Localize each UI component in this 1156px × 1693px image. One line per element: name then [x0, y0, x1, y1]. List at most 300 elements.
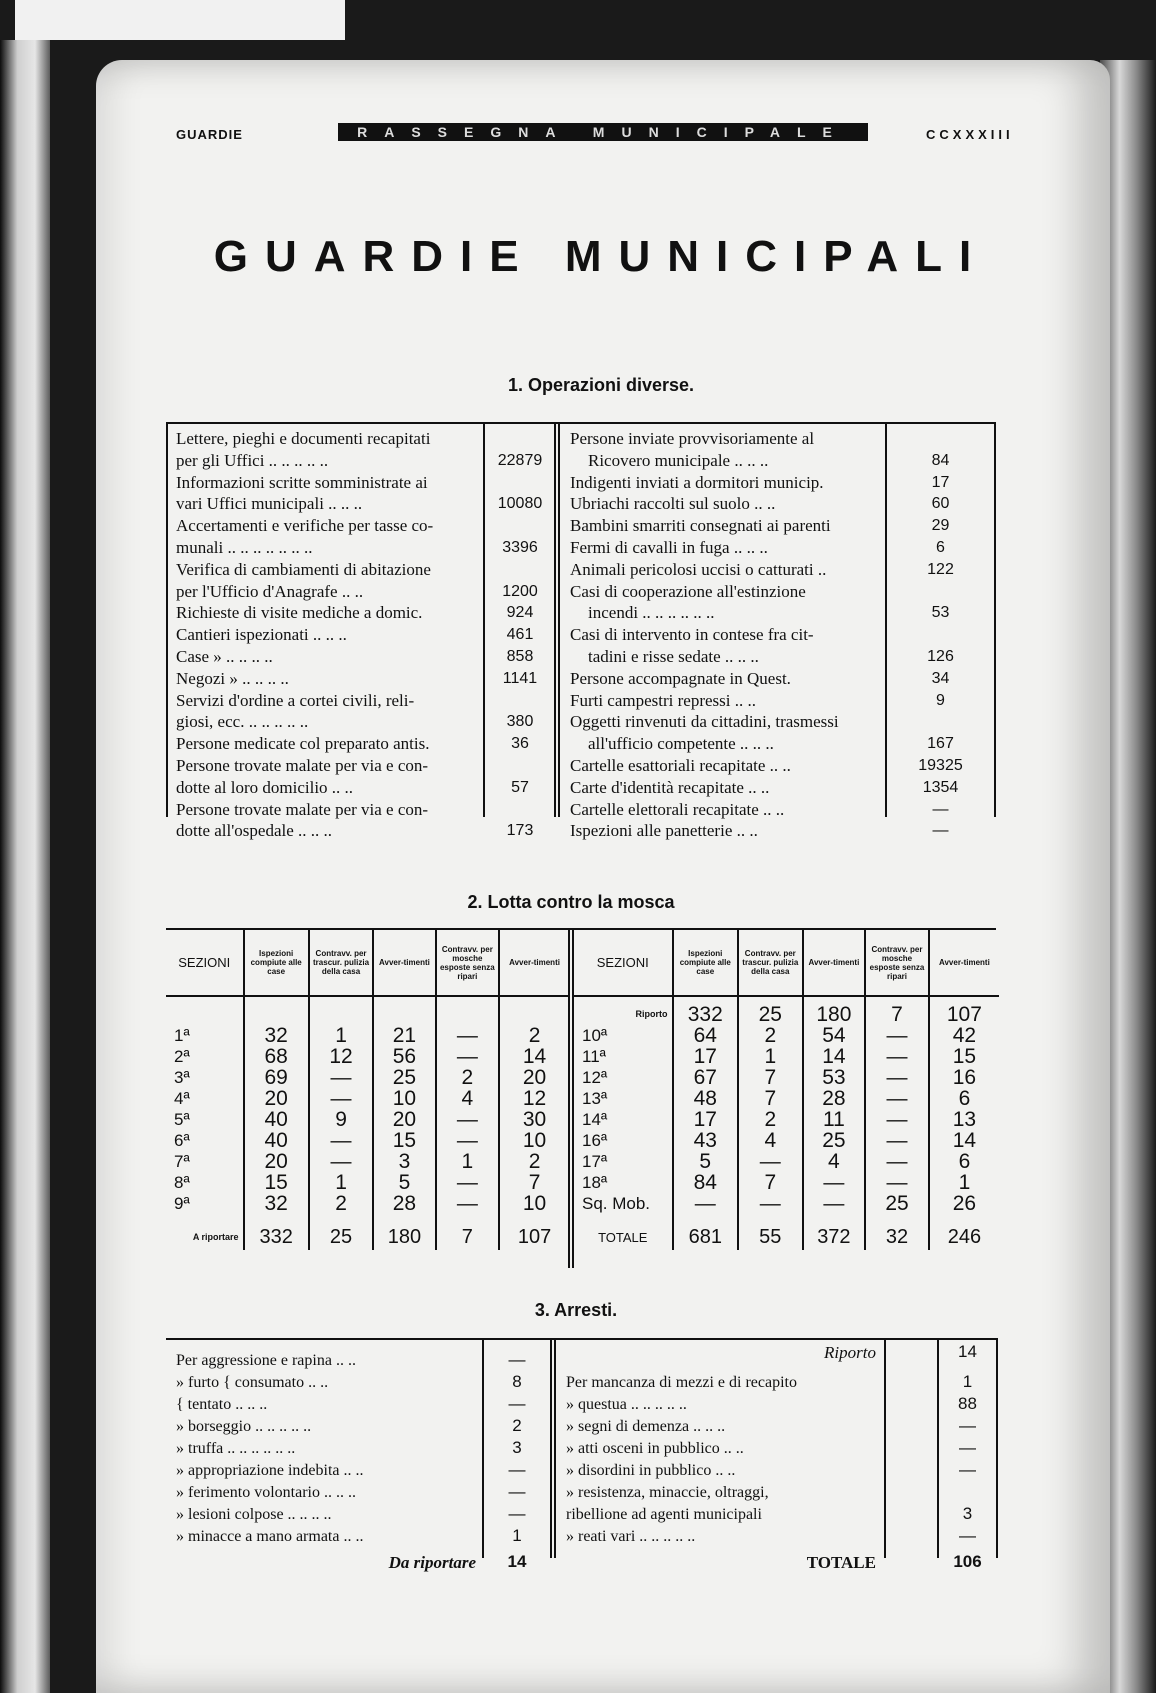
section2-left-header-cell: Avver-timenti: [373, 930, 435, 996]
section2-left-cell: 2: [309, 1193, 373, 1214]
section3-right-value: —: [959, 1416, 976, 1435]
section2-right-cell: —: [865, 1025, 929, 1046]
section2-left-row: [166, 1004, 569, 1025]
section3-left-label: » truffa .. .. .. .. .. ..: [176, 1440, 296, 1457]
section2-right-cell: 67: [673, 1067, 738, 1088]
section3-right-label: » atti osceni in pubblico .. ..: [566, 1440, 744, 1457]
section3-left-value: 2: [512, 1416, 522, 1435]
section2-left-cell: 5: [373, 1172, 435, 1193]
section3-left-value: —: [508, 1460, 526, 1479]
s1-left-label: Informazioni scritte somministrate ai: [176, 472, 428, 492]
s1-right-label: Cartelle esattoriali recapitate .. ..: [570, 756, 791, 775]
section2-left-section-label: 2ª: [174, 1047, 190, 1066]
s1-left-label: munali .. .. .. .. .. .. ..: [176, 538, 313, 557]
section2-left-cell: 12: [499, 1088, 569, 1109]
s1-left-value: 924: [506, 604, 534, 622]
section3-left-label: { tentato .. .. ..: [176, 1396, 268, 1413]
section2-left-cell: 2: [499, 1025, 569, 1046]
s1-left-value: 173: [506, 822, 534, 840]
section2-right-cell: 17: [673, 1109, 738, 1130]
section2-title: 2. Lotta contro la mosca: [467, 892, 675, 912]
section3-left-value: 1: [512, 1526, 522, 1545]
section2-spacer-cell: [244, 1214, 309, 1224]
section2-left-header-cell: Contravv. per trascur. pulizia della casa: [309, 930, 373, 996]
section2-spacer-cell: [803, 1214, 866, 1224]
section2-right-cell: 28: [803, 1088, 866, 1109]
section2-left-cell: 21: [373, 1025, 435, 1046]
section2-left-cell: 15: [244, 1172, 309, 1193]
section2-left-cell: 40: [244, 1109, 309, 1130]
section2-left-cell: 10: [499, 1193, 569, 1214]
section2-spacer-cell: [499, 1214, 569, 1224]
section2-left-cell: —: [309, 1151, 373, 1172]
section2-right-section-label: 16ª: [582, 1131, 608, 1150]
section2-right-cell: —: [865, 1067, 929, 1088]
section2-left-cell: 10: [373, 1088, 435, 1109]
section2-left-cell: 32: [244, 1025, 309, 1046]
s1-right-value: 19325: [918, 757, 963, 774]
section2-right-header-cell: Avver-timenti: [803, 930, 866, 996]
section3-left-value: —: [508, 1350, 526, 1369]
section2-left-total-label: A riportare: [192, 1231, 239, 1242]
section3-right-label: » segni di demenza .. .. ..: [566, 1418, 726, 1435]
section2-left-total-cell: 25: [309, 1224, 373, 1250]
section2-right-cell: 11: [803, 1109, 866, 1130]
section2-left-section-label: 9ª: [174, 1194, 190, 1213]
s1-right-value: 122: [927, 560, 954, 578]
s1-right-label: tadini e risse sedate .. .. ..: [588, 647, 759, 666]
section2-spacer-cell: [574, 1214, 673, 1224]
section2-left-cell: 4: [436, 1088, 499, 1109]
section2-left-header-row: [166, 930, 569, 996]
section2-spacer-cell: [865, 1214, 929, 1224]
section2-right-cell: 5: [673, 1151, 738, 1172]
section2-right-section-label: 17ª: [582, 1152, 608, 1171]
section2-right-table: [574, 930, 999, 1250]
section2-right-cell: 7: [738, 1088, 803, 1109]
section2-left-row: [166, 1067, 569, 1088]
s1-right-value: 9: [936, 691, 945, 709]
section2-left-cell: 12: [309, 1046, 373, 1067]
section3-left-value: 8: [512, 1372, 522, 1391]
section3-right-total-value: 106: [953, 1552, 982, 1571]
section2-left-row: [166, 1193, 569, 1214]
section3-left-value: 3: [512, 1438, 522, 1457]
section2-spacer-cell: [373, 996, 435, 1004]
s1-right-label: Persone inviate provvisoriamente al: [570, 429, 815, 448]
section2-right-row: [574, 1004, 999, 1025]
s1-right-label: Casi di cooperazione all'estinzione: [570, 581, 806, 601]
s1-left-value: 858: [506, 648, 534, 665]
s1-right-value: —: [932, 800, 949, 818]
s1-left-label: Persone trovate malate per via e con-: [176, 799, 429, 819]
s1-left-value: 36: [511, 735, 529, 753]
section2-right-cell: 17: [673, 1046, 738, 1067]
s1-right-value: —: [932, 822, 949, 840]
section3-right-value: —: [959, 1438, 976, 1457]
section2-left-cell: [309, 1004, 373, 1025]
section3-left-value: —: [508, 1482, 526, 1501]
section2-right-cell: —: [803, 1193, 866, 1214]
section2-left-cell: 20: [244, 1151, 309, 1172]
page-number: CCXXXIII: [926, 127, 1014, 142]
s1-right-value: 53: [931, 604, 950, 622]
section3-rule: [884, 1338, 886, 1558]
section2-left-cell: [436, 1004, 499, 1025]
section2-left-row: [166, 1109, 569, 1130]
section2-middle-rule: [568, 928, 570, 1268]
section2-right-cell: —: [865, 1109, 929, 1130]
section2-left-total-cell: 7: [436, 1224, 499, 1250]
s1-right-value: 167: [927, 735, 954, 753]
section3-left-label: » furto { consumato .. ..: [176, 1374, 329, 1391]
section3-top-rule: [166, 1338, 996, 1340]
section2-left-cell: [499, 1004, 569, 1025]
s1-right-label: all'ufficio competente .. .. ..: [588, 734, 774, 754]
section2-left-cell: 1: [309, 1172, 373, 1193]
section2-right-cell: 14: [929, 1130, 999, 1151]
s1-right-label: incendi .. .. .. .. .. ..: [588, 603, 715, 623]
section2-right-cell: —: [673, 1193, 738, 1214]
section3-left-total-value: 14: [507, 1552, 527, 1571]
section3-right-carry-value: 14: [958, 1342, 977, 1361]
section2-left-cell: [373, 1004, 435, 1025]
section2-left-cell: 68: [244, 1046, 309, 1067]
section2-left-cell: 1: [436, 1151, 499, 1172]
section2-right-section-label: Sq. Mob.: [582, 1194, 651, 1213]
section3-right-value: —: [959, 1460, 976, 1479]
section2-right-row: [574, 1109, 999, 1130]
section2-right-section-label: 13ª: [582, 1089, 608, 1108]
section2-spacer-cell: [436, 996, 499, 1004]
section2-right-cell: —: [865, 1088, 929, 1109]
section2-left-total-cell: 107: [499, 1224, 569, 1250]
scan-left-edge: [0, 40, 50, 1693]
section2-right-total-cell: 32: [865, 1224, 929, 1250]
section2-right-total-cell: 372: [803, 1224, 866, 1250]
section2-right-header-cell: SEZIONI: [574, 930, 673, 996]
section2-right-section-label: 18ª: [582, 1173, 608, 1192]
s1-right-label: Ricovero municipale .. .. ..: [588, 450, 769, 470]
section2-spacer-cell: [574, 996, 673, 1004]
page: [96, 60, 1110, 1693]
section2-left-cell: —: [436, 1193, 499, 1214]
s1-left-value: 22879: [497, 451, 543, 469]
section1-rule: [166, 422, 168, 817]
section2-right-row: [574, 1046, 999, 1067]
section2-spacer-cell: [309, 996, 373, 1004]
section2-left-cell: —: [436, 1046, 499, 1067]
section2-right-header-row: [574, 930, 999, 996]
section3-right-label: » disordini in pubblico .. ..: [566, 1462, 736, 1479]
section2-left-cell: 2: [499, 1151, 569, 1172]
section2-left-section-label: 1ª: [174, 1026, 190, 1045]
section1-top-rule: [166, 422, 996, 424]
section2-right-cell: —: [738, 1151, 803, 1172]
section3-right-label: » questua .. .. .. .. ..: [566, 1396, 687, 1413]
section3-right-total-label: TOTALE: [806, 1553, 876, 1572]
section3-right-carry-label: Riporto: [824, 1343, 876, 1362]
s1-left-label: Persone trovate malate per via e con-: [176, 756, 429, 775]
s1-right-label: Ubriachi raccolti sul suolo .. ..: [570, 494, 776, 514]
s1-left-label: Servizi d'ordine a cortei civili, reli-: [176, 690, 415, 710]
section2-spacer-cell: [929, 1214, 999, 1224]
section2-right-row: [574, 1193, 999, 1214]
section3-right-value: 3: [962, 1504, 973, 1523]
section2-right-section-label: 14ª: [582, 1110, 608, 1129]
section3-left-label: » appropriazione indebita .. ..: [176, 1462, 364, 1479]
section2-right-cell: —: [865, 1046, 929, 1067]
s1-right-value: 126: [927, 648, 954, 665]
section2-right-row: [574, 1151, 999, 1172]
section3-right-label: » reati vari .. .. .. .. ..: [566, 1528, 696, 1545]
section2-right-row: [574, 1025, 999, 1046]
section2-left-section-label: 3ª: [174, 1068, 190, 1087]
section2-right-cell: 16: [929, 1067, 999, 1088]
section2-left-cell: 9: [309, 1109, 373, 1130]
s1-right-label: Animali pericolosi uccisi o catturati ..: [570, 559, 827, 579]
section2-right-cell: 4: [803, 1151, 866, 1172]
running-header-left: GUARDIE: [176, 127, 243, 142]
s1-left-value: 3396: [502, 539, 538, 556]
section2-left-cell: 56: [373, 1046, 435, 1067]
section2-spacer-cell: [738, 1214, 803, 1224]
section2-left-cell: 32: [244, 1193, 309, 1214]
section2-left-cell: 14: [499, 1046, 569, 1067]
section2-left-row: [166, 1046, 569, 1067]
section2-right-cell: —: [865, 1151, 929, 1172]
section2-right-cell: 1: [929, 1172, 999, 1193]
s1-right-value: 34: [931, 669, 950, 687]
section3-left-value: —: [508, 1394, 526, 1413]
section1-rule: [994, 422, 996, 817]
section2-right-cell: 43: [673, 1130, 738, 1151]
section2-left-cell: 3: [373, 1151, 435, 1172]
section2-right-row: [574, 1172, 999, 1193]
page-title: GUARDIE MUNICIPALI: [213, 232, 989, 281]
section2-left-cell: 25: [373, 1067, 435, 1088]
s1-left-label: per l'Ufficio d'Anagrafe .. ..: [176, 581, 364, 601]
section2-left-cell: —: [436, 1109, 499, 1130]
running-header-banner: RASSEGNA MUNICIPALE: [338, 123, 868, 141]
section2-left-total-cell: 332: [244, 1224, 309, 1250]
section2-right-cell: 4: [738, 1130, 803, 1151]
section2-left-header-cell: Contravv. per mosche esposte senza ripari: [436, 930, 499, 996]
section3-right-label: Per mancanza di mezzi e di recapito: [566, 1374, 797, 1391]
s1-left-label: Case » .. .. .. ..: [176, 647, 273, 666]
section2-right-row: [574, 1088, 999, 1109]
section2-right-cell: 48: [673, 1088, 738, 1109]
section2-right-cell: 6: [929, 1088, 999, 1109]
s1-left-value: 380: [506, 713, 534, 731]
section2-left-spacer: [166, 996, 569, 1004]
section2-right-cell: 53: [803, 1067, 866, 1088]
section3-right-value: 88: [958, 1394, 977, 1413]
section2-right-cell: 14: [803, 1046, 866, 1067]
section2-right-cell: 7: [738, 1067, 803, 1088]
s1-left-label: Verifica di cambiamenti di abitazione: [176, 559, 431, 579]
section2-left-row: [166, 1151, 569, 1172]
section2-left-header-cell: Ispezioni compiute alle case: [244, 930, 309, 996]
s1-right-label: Persone accompagnate in Quest.: [570, 668, 791, 688]
section2-right-cell: 25: [803, 1130, 866, 1151]
section2-right-header-cell: Contravv. per mosche esposte senza ripari: [865, 930, 929, 996]
section3-title: 3. Arresti.: [534, 1300, 618, 1320]
section2-right-total-cell: 55: [738, 1224, 803, 1250]
section2-right-cell: 25: [738, 1004, 803, 1025]
section2-right-section-label: 12ª: [582, 1068, 608, 1087]
section2-spacer-cell: [309, 1214, 373, 1224]
section3-left-value: —: [508, 1504, 526, 1523]
section2-left-cell: 69: [244, 1067, 309, 1088]
section2-right-spacer: [574, 1214, 999, 1224]
section2-left-spacer: [166, 1214, 569, 1224]
s1-left-label: vari Uffici municipali .. .. ..: [176, 494, 363, 514]
section2-right-cell: 13: [929, 1109, 999, 1130]
s1-right-label: Carte d'identità recapitate .. ..: [570, 777, 770, 797]
section2-left-cell: 20: [499, 1067, 569, 1088]
section2-left-cell: 20: [244, 1088, 309, 1109]
s1-right-label: Ispezioni alle panetterie .. ..: [570, 821, 758, 841]
section2-right-cell: 54: [803, 1025, 866, 1046]
s1-right-label: Fermi di cavalli in fuga .. .. ..: [570, 538, 768, 557]
section2-left-row: [166, 1088, 569, 1109]
section2-spacer-cell: [499, 996, 569, 1004]
section2-left-row: [166, 1025, 569, 1046]
s1-right-label: Cartelle elettorali recapitate .. ..: [570, 799, 785, 819]
section2-right-cell: 6: [929, 1151, 999, 1172]
section3-left-label: » ferimento volontario .. .. ..: [176, 1484, 356, 1501]
s1-right-value: 84: [931, 451, 950, 469]
s1-right-label: Oggetti rinvenuti da cittadini, trasmessi: [570, 712, 839, 732]
section2-right-header-cell: Contravv. per trascur. pulizia della casa: [738, 930, 803, 996]
section2-left-cell: [244, 1004, 309, 1025]
section2-left-header-cell: Avver-timenti: [499, 930, 569, 996]
s1-right-value: 60: [931, 495, 950, 513]
section2-spacer-cell: [436, 1214, 499, 1224]
s1-left-label: dotte all'ospedale .. .. ..: [176, 821, 333, 841]
section2-left-total-cell: 180: [373, 1224, 435, 1250]
s1-left-label: giosi, ecc. .. .. .. .. ..: [176, 712, 309, 732]
section2-right-total-cell: 246: [929, 1224, 999, 1250]
section3-left-label: » minacce a mano armata .. ..: [176, 1528, 364, 1545]
s1-left-value: 461: [506, 626, 534, 644]
section2-left-section-label: 7ª: [174, 1152, 190, 1171]
section2-spacer-cell: [244, 996, 309, 1004]
section2-right-cell: —: [865, 1130, 929, 1151]
s1-left-value: 57: [511, 778, 529, 796]
s1-left-label: Accertamenti e verifiche per tasse co-: [176, 516, 434, 536]
section2-right-cell: 1: [738, 1046, 803, 1067]
section3-right-value: —: [959, 1526, 976, 1545]
s1-right-value: 1354: [922, 778, 959, 796]
s1-right-label: Furti campestri repressi .. ..: [570, 690, 757, 710]
section2-right-header-cell: Avver-timenti: [929, 930, 999, 996]
section2-right-cell: 332: [673, 1004, 738, 1025]
section2-right-cell: 2: [738, 1109, 803, 1130]
section2-right-section-label: 11ª: [582, 1047, 606, 1066]
section3-right-label: ribellione ad agenti municipali: [566, 1506, 762, 1523]
s1-left-label: Negozi » .. .. .. ..: [176, 668, 289, 688]
section2-left-cell: 7: [499, 1172, 569, 1193]
section2-left-cell: —: [436, 1130, 499, 1151]
section2-left-total-row: [166, 1224, 569, 1250]
section2-right-total-label: TOTALE: [598, 1229, 648, 1245]
s1-left-label: Lettere, pieghi e documenti recapitati: [176, 429, 431, 448]
section3-left-label: Per aggressione e rapina .. ..: [176, 1352, 356, 1369]
section2-right-cell: 7: [738, 1172, 803, 1193]
s1-left-label: per gli Uffici .. .. .. .. ..: [176, 450, 329, 470]
section2-right-cell: 64: [673, 1025, 738, 1046]
s1-left-value: 1141: [502, 669, 538, 687]
section3-rule: [550, 1338, 552, 1558]
section2-left-cell: 28: [373, 1193, 435, 1214]
section3-rule: [554, 1338, 556, 1558]
section2-left-cell: —: [309, 1130, 373, 1151]
section2-right-cell: 84: [673, 1172, 738, 1193]
section2-left-section-label: [166, 1004, 244, 1025]
s1-left-label: Cantieri ispezionati .. .. ..: [176, 625, 347, 645]
s1-left-value: 1200: [502, 582, 538, 600]
section2-left-cell: —: [309, 1067, 373, 1088]
s1-right-value: 29: [931, 517, 950, 535]
s1-right-label: Bambini smarriti consegnati ai parenti: [570, 516, 831, 536]
section2-right-header-cell: Ispezioni compiute alle case: [673, 930, 738, 996]
section2-spacer-cell: [673, 1214, 738, 1224]
section1-title: 1. Operazioni diverse.: [507, 375, 695, 395]
section2-left-cell: 10: [499, 1130, 569, 1151]
section2-spacer-cell: [166, 996, 244, 1004]
section2-left-cell: 2: [436, 1067, 499, 1088]
section2-right-cell: —: [865, 1172, 929, 1193]
section2-right-cell: 15: [929, 1046, 999, 1067]
section2-left-cell: —: [309, 1088, 373, 1109]
section2-left-section-label: 8ª: [174, 1173, 190, 1192]
section3-right-label: » resistenza, minaccie, oltraggi,: [566, 1484, 769, 1501]
section2-right-spacer: [574, 996, 999, 1004]
section2-left-cell: 30: [499, 1109, 569, 1130]
s1-left-label: Persone medicate col preparato antis.: [176, 734, 430, 754]
s1-right-value: 6: [936, 539, 945, 556]
section2-right-cell: 180: [803, 1004, 866, 1025]
s1-right-value: 17: [931, 473, 950, 491]
section2-left-section-label: 4ª: [174, 1089, 190, 1108]
section2-right-cell: 42: [929, 1025, 999, 1046]
section2-right-section-label: Riporto: [635, 1009, 668, 1019]
section2-right-total-row: [574, 1224, 999, 1250]
section2-right-cell: 26: [929, 1193, 999, 1214]
section2-right-cell: —: [803, 1172, 866, 1193]
section3-left-label: » lesioni colpose .. .. .. ..: [176, 1506, 332, 1523]
section2-right-row: [574, 1130, 999, 1151]
section2-right-row: [574, 1067, 999, 1088]
section2-left-cell: 15: [373, 1130, 435, 1151]
section2-spacer-cell: [373, 1214, 435, 1224]
section1-rule: [558, 422, 560, 817]
section2-right-cell: 107: [929, 1004, 999, 1025]
section2-left-section-label: 5ª: [174, 1110, 190, 1129]
section2-right-section-label: 10ª: [582, 1026, 608, 1045]
section3-left-label: » borseggio .. .. .. .. ..: [176, 1418, 312, 1435]
s1-right-label: Casi di intervento in contese fra cit-: [570, 625, 814, 645]
section3-left-total-label: Da riportare: [388, 1553, 476, 1572]
section2-left-cell: 1: [309, 1025, 373, 1046]
s1-left-label: Richieste di visite mediche a domic.: [176, 603, 423, 623]
scan-top-strip: [15, 0, 345, 40]
section2-left-row: [166, 1172, 569, 1193]
section2-left-header-cell: SEZIONI: [166, 930, 244, 996]
section2-right-total-cell: 681: [673, 1224, 738, 1250]
